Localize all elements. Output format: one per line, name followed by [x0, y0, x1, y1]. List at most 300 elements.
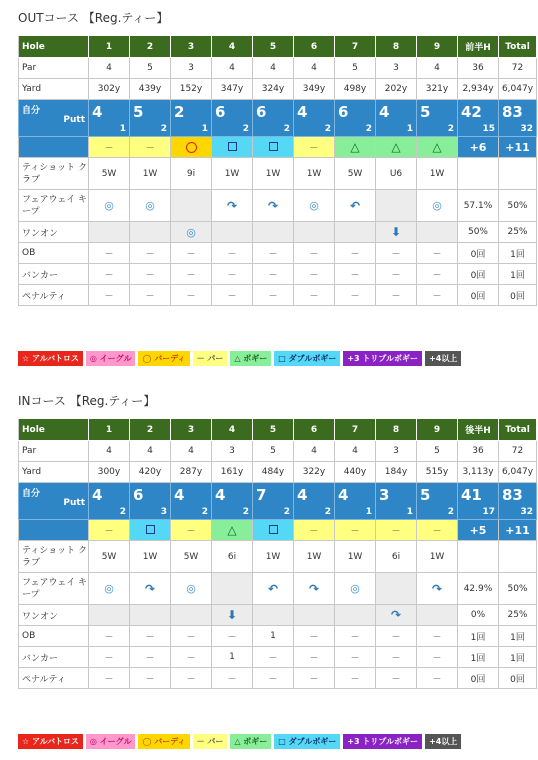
- hole-score-cell: [89, 100, 130, 137]
- one-on-cell: [89, 605, 130, 626]
- value-cell: 1W: [253, 541, 294, 573]
- legend-item-eag: ◎ イーグル: [86, 351, 136, 366]
- value-cell: －: [130, 243, 171, 264]
- value-cell: 4: [335, 441, 376, 462]
- half-cell: 2,934y: [458, 79, 499, 100]
- half-cell: 42.9%: [458, 573, 499, 605]
- hole-score-cell: [130, 100, 171, 137]
- value-cell: 349y: [294, 79, 335, 100]
- putt-label: Putt: [63, 498, 85, 508]
- half-cell: 0回: [458, 243, 499, 264]
- one-on-row: [19, 605, 537, 626]
- putt-count: 1: [406, 507, 413, 517]
- value-cell: 161y: [212, 462, 253, 483]
- half-cell: 0%: [458, 605, 499, 626]
- hole-number: 2: [130, 36, 171, 58]
- putt-count: 32: [520, 124, 533, 134]
- half-cell: 50%: [458, 222, 499, 243]
- scorecard-table: [18, 418, 537, 689]
- value-cell: 4: [417, 58, 458, 79]
- value-cell: －: [212, 243, 253, 264]
- result-par: －: [376, 520, 417, 541]
- score-label-cell: [19, 483, 89, 520]
- value-cell: 3: [212, 441, 253, 462]
- row-label: Yard: [19, 462, 89, 483]
- fairway-keep-row: [19, 573, 537, 605]
- legend-item-tri: +3 トリプルボギー: [343, 351, 422, 366]
- value-cell: 515y: [417, 462, 458, 483]
- value-cell: 6i: [376, 541, 417, 573]
- result-bogey: [417, 137, 458, 158]
- hole-number: 9: [417, 419, 458, 441]
- row-label: OB: [19, 243, 89, 264]
- hole-number: 2: [130, 419, 171, 441]
- value-cell: 1W: [417, 158, 458, 190]
- fairway-cell: [294, 573, 335, 605]
- hole-score-cell: [253, 483, 294, 520]
- bogey-triangle-icon: △: [432, 140, 442, 154]
- half-cell: [458, 158, 499, 190]
- value-cell: 184y: [376, 462, 417, 483]
- hole-number: 3: [171, 419, 212, 441]
- fairway-cell: [171, 190, 212, 222]
- row-label: Hole: [19, 419, 89, 441]
- one-on-cell: [89, 222, 130, 243]
- value-cell: －: [294, 285, 335, 306]
- result-label-cell: [19, 520, 89, 541]
- result-bogey: [376, 137, 417, 158]
- putt-count: 1: [406, 124, 413, 134]
- value-cell: －: [335, 264, 376, 285]
- hole-number: 1: [89, 36, 130, 58]
- value-cell: －: [89, 285, 130, 306]
- fairway-keep-icon: ◎: [350, 582, 360, 595]
- half-cell: [458, 541, 499, 573]
- tee-club-row: [19, 541, 537, 573]
- putt-count: 2: [447, 124, 454, 134]
- putt-count: 1: [201, 124, 208, 134]
- miss-right-arrow-icon: ↷: [226, 198, 238, 213]
- hole-score-cell: [212, 100, 253, 137]
- stroke-count: 83: [502, 486, 523, 504]
- fairway-cell: [294, 190, 335, 222]
- value-cell: 324y: [253, 79, 294, 100]
- putt-count: 15: [482, 124, 495, 134]
- total-cell: 1回: [499, 243, 537, 264]
- miss-right-arrow-icon: ↷: [144, 581, 156, 596]
- hole-number: 9: [417, 36, 458, 58]
- putt-count: 3: [160, 507, 167, 517]
- value-cell: －: [171, 285, 212, 306]
- value-cell: －: [253, 647, 294, 668]
- miss-left-arrow-icon: ↶: [267, 581, 279, 596]
- hole-score-cell: [253, 100, 294, 137]
- hole-number: 3: [171, 36, 212, 58]
- half-result: +6: [458, 137, 499, 158]
- value-cell: －: [89, 626, 130, 647]
- result-bogey: [335, 137, 376, 158]
- short-down-arrow-icon: ⬇: [390, 225, 402, 239]
- value-cell: 1W: [417, 541, 458, 573]
- fairway-keep-icon: ◎: [432, 199, 442, 212]
- legend-item-dbl: □ ダブルボギー: [274, 351, 340, 366]
- one-on-cell: [212, 222, 253, 243]
- row-label: バンカー: [19, 647, 89, 668]
- one-on-cell: [417, 222, 458, 243]
- fairway-cell: [376, 190, 417, 222]
- putt-count: 2: [201, 507, 208, 517]
- one-on-cell: [376, 222, 417, 243]
- bogey-triangle-icon: △: [350, 140, 360, 154]
- row-label: OB: [19, 626, 89, 647]
- total-cell: 6,047y: [499, 79, 537, 100]
- value-cell: －: [212, 668, 253, 689]
- putt-count: 32: [520, 507, 533, 517]
- fairway-cell: [335, 190, 376, 222]
- score-label-cell: [19, 100, 89, 137]
- self-label: 自分: [22, 106, 41, 116]
- hole-header-row: [19, 36, 537, 58]
- fairway-cell: [376, 573, 417, 605]
- result-par: －: [89, 137, 130, 158]
- legend-item-alb: ☆ アルバトロス: [18, 734, 83, 749]
- value-cell: 5W: [171, 541, 212, 573]
- value-cell: 321y: [417, 79, 458, 100]
- stroke-count: 6: [133, 486, 144, 504]
- value-cell: 1W: [212, 158, 253, 190]
- birdie-circle-icon: [186, 142, 197, 153]
- hole-score-cell: [294, 483, 335, 520]
- result-row: [19, 137, 537, 158]
- stroke-count: 4: [379, 103, 390, 121]
- miss-left-arrow-icon: ↶: [349, 198, 361, 213]
- stroke-count: 83: [502, 103, 523, 121]
- result-par: －: [417, 520, 458, 541]
- hole-score-cell: [171, 100, 212, 137]
- course-title: INコース 【Reg.ティー】: [18, 394, 156, 408]
- total-cell: 50%: [499, 190, 537, 222]
- fairway-cell: [212, 573, 253, 605]
- hole-number: 5: [253, 419, 294, 441]
- penalty-row: [19, 285, 537, 306]
- half-header: 後半H: [458, 419, 499, 441]
- value-cell: －: [417, 285, 458, 306]
- bogey-triangle-icon: △: [391, 140, 401, 154]
- score-legend: [18, 734, 461, 749]
- fairway-cell: [417, 190, 458, 222]
- value-cell: 4: [130, 441, 171, 462]
- half-cell: 0回: [458, 668, 499, 689]
- putt-count: 1: [119, 124, 126, 134]
- hole-score-cell: [294, 100, 335, 137]
- hole-header-row: [19, 419, 537, 441]
- half-cell: 0回: [458, 264, 499, 285]
- value-cell: 484y: [253, 462, 294, 483]
- fairway-cell: [130, 190, 171, 222]
- miss-right-arrow-icon: ↷: [308, 581, 320, 596]
- value-cell: 439y: [130, 79, 171, 100]
- value-cell: 5W: [89, 158, 130, 190]
- value-cell: 4: [171, 441, 212, 462]
- value-cell: 322y: [294, 462, 335, 483]
- value-cell: －: [417, 626, 458, 647]
- value-cell: －: [171, 647, 212, 668]
- ob-row: [19, 243, 537, 264]
- value-cell: U6: [376, 158, 417, 190]
- row-label: Par: [19, 58, 89, 79]
- value-cell: －: [335, 668, 376, 689]
- row-label: ペナルティ: [19, 668, 89, 689]
- scorecard-table: [18, 35, 537, 306]
- value-cell: 3: [376, 441, 417, 462]
- half-header: 前半H: [458, 36, 499, 58]
- hole-number: 5: [253, 36, 294, 58]
- stroke-count: 2: [174, 103, 185, 121]
- value-cell: －: [294, 626, 335, 647]
- one-on-cell: [130, 605, 171, 626]
- miss-right-arrow-icon: ↷: [390, 608, 402, 622]
- value-cell: 1: [212, 647, 253, 668]
- value-cell: －: [294, 243, 335, 264]
- value-cell: 4: [89, 58, 130, 79]
- hole-number: 6: [294, 419, 335, 441]
- value-cell: 300y: [89, 462, 130, 483]
- fairway-cell: [253, 573, 294, 605]
- row-label: Hole: [19, 36, 89, 58]
- fairway-cell: [89, 573, 130, 605]
- value-cell: －: [89, 647, 130, 668]
- fairway-keep-icon: ◎: [104, 582, 114, 595]
- hole-score-cell: [335, 483, 376, 520]
- fairway-keep-icon: ◎: [309, 199, 319, 212]
- stroke-count: 4: [297, 103, 308, 121]
- score-row: [19, 100, 537, 137]
- value-cell: －: [253, 243, 294, 264]
- value-cell: 3: [171, 58, 212, 79]
- total-cell: 1回: [499, 647, 537, 668]
- hole-number: 1: [89, 419, 130, 441]
- half-cell: 1回: [458, 626, 499, 647]
- value-cell: 4: [89, 441, 130, 462]
- self-label: 自分: [22, 489, 41, 499]
- stroke-count: 5: [133, 103, 144, 121]
- value-cell: －: [130, 626, 171, 647]
- putt-count: 2: [119, 507, 126, 517]
- value-cell: 1W: [294, 158, 335, 190]
- half-cell: 3,113y: [458, 462, 499, 483]
- hole-score-cell: [212, 483, 253, 520]
- value-cell: 5: [130, 58, 171, 79]
- value-cell: －: [212, 285, 253, 306]
- value-cell: －: [335, 626, 376, 647]
- value-cell: －: [171, 264, 212, 285]
- fairway-keep-icon: ◎: [186, 582, 196, 595]
- half-cell: 36: [458, 441, 499, 462]
- total-cell: [499, 541, 537, 573]
- value-cell: －: [130, 264, 171, 285]
- penalty-row: [19, 668, 537, 689]
- value-cell: －: [171, 668, 212, 689]
- value-cell: －: [89, 243, 130, 264]
- value-cell: 4: [212, 58, 253, 79]
- hole-number: 4: [212, 36, 253, 58]
- value-cell: －: [130, 285, 171, 306]
- total-cell: 72: [499, 441, 537, 462]
- total-header: Total: [499, 419, 537, 441]
- row-label: フェアウェイ キープ: [19, 573, 89, 605]
- value-cell: 202y: [376, 79, 417, 100]
- hole-score-cell: [417, 100, 458, 137]
- fairway-keep-icon: ◎: [145, 199, 155, 212]
- result-birdie: [171, 137, 212, 158]
- value-cell: 4: [253, 58, 294, 79]
- total-cell: 6,047y: [499, 462, 537, 483]
- result-double-bogey: [253, 520, 294, 541]
- hole-number: 7: [335, 36, 376, 58]
- row-label: ワンオン: [19, 605, 89, 626]
- stroke-count: 5: [420, 486, 431, 504]
- result-par: －: [294, 520, 335, 541]
- value-cell: －: [417, 243, 458, 264]
- value-cell: 1: [253, 626, 294, 647]
- yard-row: [19, 79, 537, 100]
- stroke-count: 3: [379, 486, 390, 504]
- value-cell: 440y: [335, 462, 376, 483]
- value-cell: －: [417, 647, 458, 668]
- putt-count: 2: [160, 124, 167, 134]
- one-on-cell: [294, 222, 335, 243]
- one-on-cell: [376, 605, 417, 626]
- row-label: Par: [19, 441, 89, 462]
- value-cell: 1W: [335, 541, 376, 573]
- fairway-cell: [417, 573, 458, 605]
- tee-club-row: [19, 158, 537, 190]
- legend-item-4: +4以上: [425, 351, 461, 366]
- legend-item-par: － パー: [193, 734, 228, 749]
- fairway-keep-row: [19, 190, 537, 222]
- half-cell: 57.1%: [458, 190, 499, 222]
- half-cell: 0回: [458, 285, 499, 306]
- value-cell: －: [89, 668, 130, 689]
- value-cell: 347y: [212, 79, 253, 100]
- one-on-cell: [171, 605, 212, 626]
- total-cell: [499, 158, 537, 190]
- legend-item-alb: ☆ アルバトロス: [18, 351, 83, 366]
- result-double-bogey: [253, 137, 294, 158]
- value-cell: 498y: [335, 79, 376, 100]
- value-cell: 3: [376, 58, 417, 79]
- total-result: +11: [499, 520, 537, 541]
- legend-item-bir: ◯ バーディ: [138, 351, 189, 366]
- stroke-count: 4: [92, 103, 103, 121]
- value-cell: 5W: [89, 541, 130, 573]
- value-cell: －: [89, 264, 130, 285]
- value-cell: 1W: [253, 158, 294, 190]
- value-cell: 1W: [294, 541, 335, 573]
- one-on-cell: [335, 605, 376, 626]
- value-cell: －: [335, 285, 376, 306]
- value-cell: －: [376, 626, 417, 647]
- hole-score-cell: [335, 100, 376, 137]
- hole-number: 8: [376, 36, 417, 58]
- stroke-count: 4: [338, 486, 349, 504]
- value-cell: －: [130, 668, 171, 689]
- legend-item-bir: ◯ バーディ: [138, 734, 189, 749]
- result-par: －: [294, 137, 335, 158]
- value-cell: 5W: [335, 158, 376, 190]
- result-par: －: [335, 520, 376, 541]
- value-cell: －: [417, 264, 458, 285]
- total-header: Total: [499, 36, 537, 58]
- value-cell: －: [212, 626, 253, 647]
- double-bogey-square-icon: [228, 142, 237, 151]
- hole-score-cell: [417, 483, 458, 520]
- total-score-cell: [499, 100, 537, 137]
- fairway-cell: [253, 190, 294, 222]
- row-label: フェアウェイ キープ: [19, 190, 89, 222]
- hole-number: 6: [294, 36, 335, 58]
- hole-score-cell: [130, 483, 171, 520]
- value-cell: －: [335, 243, 376, 264]
- value-cell: －: [335, 647, 376, 668]
- green-on-icon: ◎: [186, 225, 196, 239]
- value-cell: 5: [253, 441, 294, 462]
- value-cell: －: [376, 243, 417, 264]
- value-cell: －: [376, 285, 417, 306]
- legend-item-par: － パー: [193, 351, 228, 366]
- yard-row: [19, 462, 537, 483]
- stroke-count: 6: [338, 103, 349, 121]
- putt-count: 2: [283, 124, 290, 134]
- stroke-count: 4: [174, 486, 185, 504]
- value-cell: －: [417, 668, 458, 689]
- ob-row: [19, 626, 537, 647]
- one-on-cell: [253, 605, 294, 626]
- legend-item-bog: △ ボギー: [230, 351, 271, 366]
- result-double-bogey: [212, 137, 253, 158]
- one-on-cell: [294, 605, 335, 626]
- row-label: Yard: [19, 79, 89, 100]
- result-bogey: [212, 520, 253, 541]
- value-cell: 420y: [130, 462, 171, 483]
- stroke-count: 4: [297, 486, 308, 504]
- result-par: －: [89, 520, 130, 541]
- putt-count: 17: [482, 507, 495, 517]
- value-cell: －: [294, 668, 335, 689]
- result-label-cell: [19, 137, 89, 158]
- one-on-cell: [130, 222, 171, 243]
- stroke-count: 4: [92, 486, 103, 504]
- value-cell: －: [376, 647, 417, 668]
- legend-item-dbl: □ ダブルボギー: [274, 734, 340, 749]
- putt-count: 2: [447, 507, 454, 517]
- putt-count: 2: [283, 507, 290, 517]
- stroke-count: 6: [256, 103, 267, 121]
- total-cell: 1回: [499, 264, 537, 285]
- value-cell: 9i: [171, 158, 212, 190]
- putt-count: 2: [365, 124, 372, 134]
- hole-number: 4: [212, 419, 253, 441]
- result-row: [19, 520, 537, 541]
- hole-score-cell: [376, 483, 417, 520]
- value-cell: －: [376, 668, 417, 689]
- putt-count: 2: [324, 507, 331, 517]
- one-on-cell: [171, 222, 212, 243]
- hole-number: 8: [376, 419, 417, 441]
- course-title: OUTコース 【Reg.ティー】: [18, 11, 169, 25]
- double-bogey-square-icon: [269, 142, 278, 151]
- legend-item-eag: ◎ イーグル: [86, 734, 136, 749]
